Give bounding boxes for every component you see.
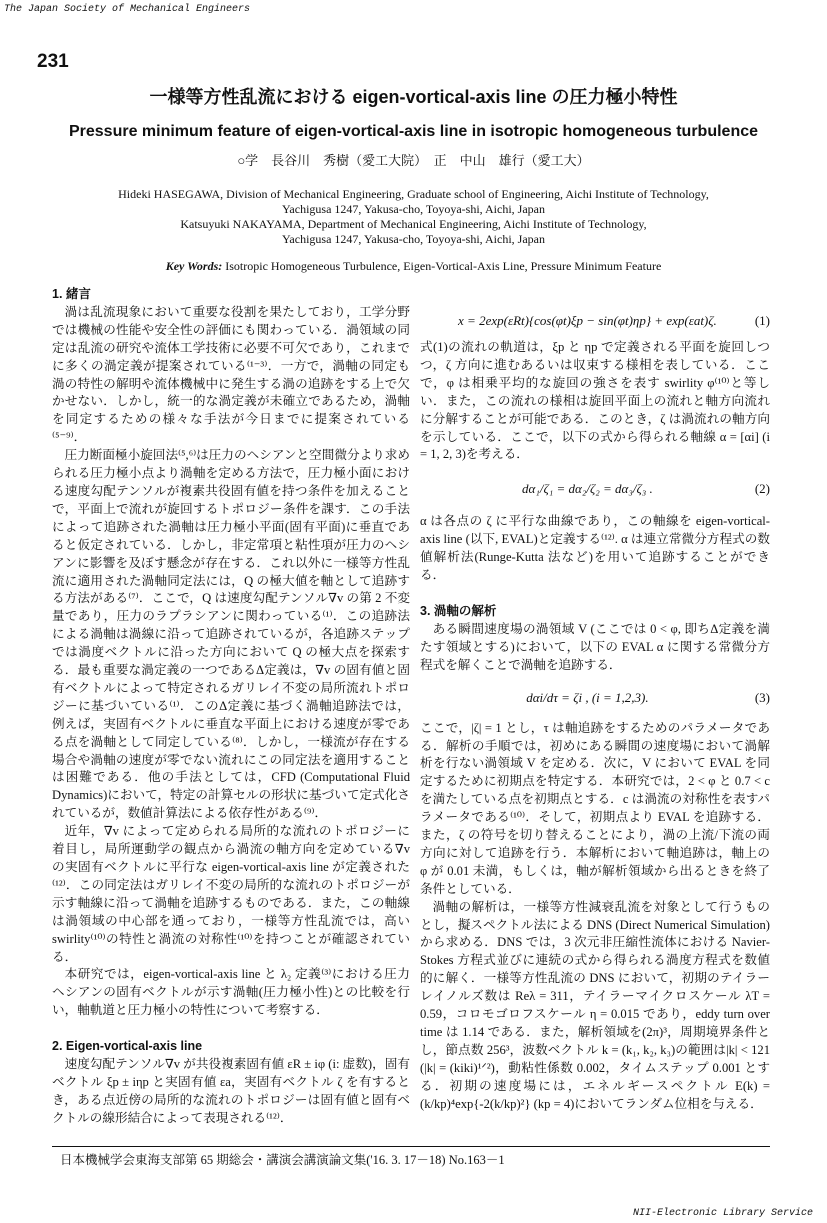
paragraph: ここで，|ζ| = 1 とし，τ は軸追跡をするためのパラメータである．解析の手順では，初めにある瞬間の速度場において渦解析を行ない渦領域 V を定める．次に，V において EVAL を同定するために初期点を特定する．本研究では，2 < φ と 0.7 < c を満たしている点を初期点とする．c は渦流の対称性を表すパラメータである⁽¹⁰⁾．そして，初期点より EVAL を追跡する．また，ζ の符号を切り替えることにより，渦の上流/下流の両方向に対して追跡を行う．本解析において軸追跡は，軸上の φ が 0.01 未満，もしくは，軸が解析領域から出るときを終了条件としている． — [420, 720, 770, 896]
affiliation-line: Yachigusa 1247, Yakusa-cho, Toyoya-shi, Aichi, Japan — [281, 232, 546, 246]
keywords — [0, 259, 827, 274]
footer-proceedings: 日本機械学会東海支部第 65 期総会・講演会講演論文集('16. 3. 17－18) No.163－1 — [60, 1152, 505, 1167]
paragraph: ある瞬間速度場の渦領域 V (ここでは 0 < φ, 即ちΔ定義を満たす領域とする)において，以下の EVAL α に関する常微分方程式を解くことで渦軸を追跡する． — [420, 621, 770, 672]
section-heading: 3. 渦軸の解析 — [420, 603, 497, 618]
paragraph: 速度勾配テンソル∇v が共役複素固有値 εR ± iφ (i: 虚数)，固有ベクトル ξp ± iηp と実固有値 εa，実固有ベクトル ζ を有するとき，ある点近傍の局所的な流れのトポロジーは固有値と固有ベクトルの線形結合によって表現される⁽¹²⁾． — [52, 1057, 410, 1125]
equation-2 — [420, 480, 770, 497]
affiliation-line: Yachigusa 1247, Yakusa-cho, Toyoya-shi, Aichi, Japan — [281, 202, 546, 216]
title-japanese: 一様等方性乱流における eigen-vortical-axis line の圧力極小特性 — [149, 87, 678, 107]
library-service-footer: NII-Electronic Library Service — [632, 1207, 813, 1219]
equation-number: (2) — [754, 481, 770, 497]
affiliations — [0, 187, 827, 247]
paragraph: 本研究では，eigen-vortical-axis line と λ₂ 定義⁽³⁾における圧力ヘシアンの固有ベクトルが示す渦軸(圧力極小性)との比較を行い，軸軌道と圧力極小の特性について考察する． — [52, 967, 410, 1018]
equation-number: (1) — [754, 313, 770, 328]
equation-text: x = 2exp(εRt){cos(φt)ξp − sin(φt)ηp} + exp(εat)ζ. — [458, 313, 717, 328]
keywords-text: Isotropic Homogeneous Turbulence, Eigen-Vortical-Axis Line, Pressure Minimum Feature — [222, 259, 662, 273]
body-columns — [52, 286, 770, 1128]
paragraph: 渦は乱流現象において重要な役割を果たしており，工学分野では機械の性能や安全性の評価にも関わっている．渦領域の同定は乱流の研究や流体工学技術に必要不可欠であり，これまでに多くの渦定義が提案されている⁽¹⁻³⁾．一方で，渦軸の同定も渦の特性の解明や流体機械中に発生する渦の追跡をする上で欠かせない．しかし，統一的な渦定義が未確立であるため，渦軸を同定するための様々な手法が今日までに提案されている⁽⁵⁻⁹⁾． — [52, 304, 410, 445]
affiliation-line: Hideki HASEGAWA, Division of Mechanical Engineering, Graduate school of Engineering, Aichi Institute of Technology, — [118, 187, 709, 201]
affiliation-line: Katsuyuki NAKAYAMA, Department of Mechanical Engineering, Aichi Institute of Technology, — [180, 217, 647, 231]
paper-number: 231 — [37, 51, 69, 72]
equation-number: (3) — [754, 689, 770, 705]
title-english: Pressure minimum feature of eigen-vortical-axis line in isotropic homogeneous turbulence — [68, 123, 759, 140]
equation-text: dα₁/ζ₁ = dα₂/ζ₂ = dα₃/ζ₃ . — [522, 481, 653, 497]
equation-text: dαi/dτ = ζi , (i = 1,2,3). — [526, 689, 649, 705]
paragraph: 渦軸の解析は，一様等方性減衰乱流を対象として行うものとし，擬スペクトル法による DNS (Direct Numerical Simulation)から求める．DNS では，3 次元非圧縮性流体における Navier-Stokes 方程式並びに連続の式から得られる渦度方程式を数値的に解く．一様等方性乱流の DNS において，初期のテイラーレイノルズ数は Reλ = 311，テイラーマイクロスケール λT = 0.59，コロモゴロフスケール η = 0.015 であり，eddy turn over time は 1.14 である．また，解析領域を(2π)³，周期境界条件とし，節点数 256³，波数ベクトル k = (k₁, k₂, k₃)の範囲は|k| < 121 (|k| = (kiki)¹ᐟ²)，動粘性係数 0.002，タイムステップ 0.001 とする．初期の速度場には，エネルギースペクトル E(k) = (k/kp)⁴exp{-2(k/kp)²} (kp = 4)においてランダム位相を与える． — [420, 899, 770, 1111]
section-heading: 1. 緒言 — [52, 287, 91, 301]
paragraph: α は各点の ζ に平行な曲線であり，この軸線を eigen-vortical-axis line (以下, EVAL)と定義する⁽¹²⁾. α は連立常微分方程式の数値解析法(Runge-Kutta 法など)を用いて追跡することができる． — [420, 514, 770, 583]
equation-1 — [420, 312, 770, 329]
keywords-label: Key Words: — [165, 259, 223, 273]
equation-3 — [420, 689, 770, 706]
right-column — [420, 286, 770, 1128]
authors: ○学 長谷川 秀樹（愛工大院） 正 中山 雄行（愛工大） — [237, 153, 590, 168]
paragraph: 近年，∇v によって定められる局所的な流れのトポロジーに着目し，局所運動学の観点から渦流の軸方向を定めている∇v の実固有ベクトルに平行な eigen-vortical-axis line が定義された⁽¹²⁾．この同定法はガリレイ不変の局所的な流れのトポロジーが示す軸線に沿って渦軸を追跡するものである．また，この軸線は渦領域の中心部を通っており，一様等方性乱流では，高い swirlity⁽¹⁰⁾の特性と渦流の対称性⁽¹⁰⁾を持つことが確認されている． — [52, 824, 410, 964]
footer-rule — [52, 1146, 770, 1147]
society-header: The Japan Society of Mechanical Engineers — [4, 4, 251, 15]
paragraph: 式(1)の流れの軌道は，ξp と ηp で定義される平面を旋回しつつ，ζ 方向に進むあるいは収束する様相を表している．ここで，φ は相乗平均的な旋回の強さを表す swirlity φ⁽¹⁰⁾と等しい．また，この流れの様相は旋回平面上の流れと軸方向流れに分解することが可能である．このとき，ζ は渦流れの軸方向を示している．ここで，以下の式から得られる軸線 α = [αi] (i = 1, 2, 3)を考える． — [420, 340, 770, 462]
paragraph: 圧力断面極小旋回法⁽⁵,⁶⁾は圧力のヘシアンと空間微分より求められる圧力極小点より渦軸を定める方法で，圧力極小面における速度勾配テンソルが複素共役固有値を持つ条件を加えることで，平面上で流れが旋回するトポロジー条件を課す．この手法によって追跡された渦軸は圧力極小平面(固有平面)に垂直であると仮定されている．しかし，非定常項と粘性項が圧力のヘシアンに影響を及ぼす懸念が存在する．これ以外に一様等方性乱流に適用された渦軸同定法には，Q の極大値を軸として追跡する方法がある⁽⁷⁾．ここで，Q は速度勾配テンソル∇v の第 2 不変量であり，圧力のラプラシアンに関わっている⁽¹⁾．この追跡法による渦軸は渦線に沿って追跡されているが，各追跡ステップでは渦度ベクトルに沿った方向において Q の極大点を探索する．最も重要な渦定義の一つであるΔ定義は，∇v の固有値と固有ベクトルによって特定されるガリレイ不変の局所流れトポロジーに基づいている⁽¹⁾．このΔ定義に基づく渦軸追跡法では，例えば，実固有ベクトルに垂直な平面上における速度が零である点を渦軸として同定している⁽⁸⁾．しかし，一様流が存在する場合や渦軸の速度が零でない流れにこの同定法を適用することは困難である．他の手法としては，CFD (Computational Fluid Dynamics)において，特定の計算セルの形状に基づいて定式化されているが，数値計算法による依存性がある⁽⁹⁾． — [52, 448, 410, 821]
section-heading: 2. Eigen-vortical-axis line — [52, 1039, 203, 1054]
left-column — [52, 286, 410, 1128]
